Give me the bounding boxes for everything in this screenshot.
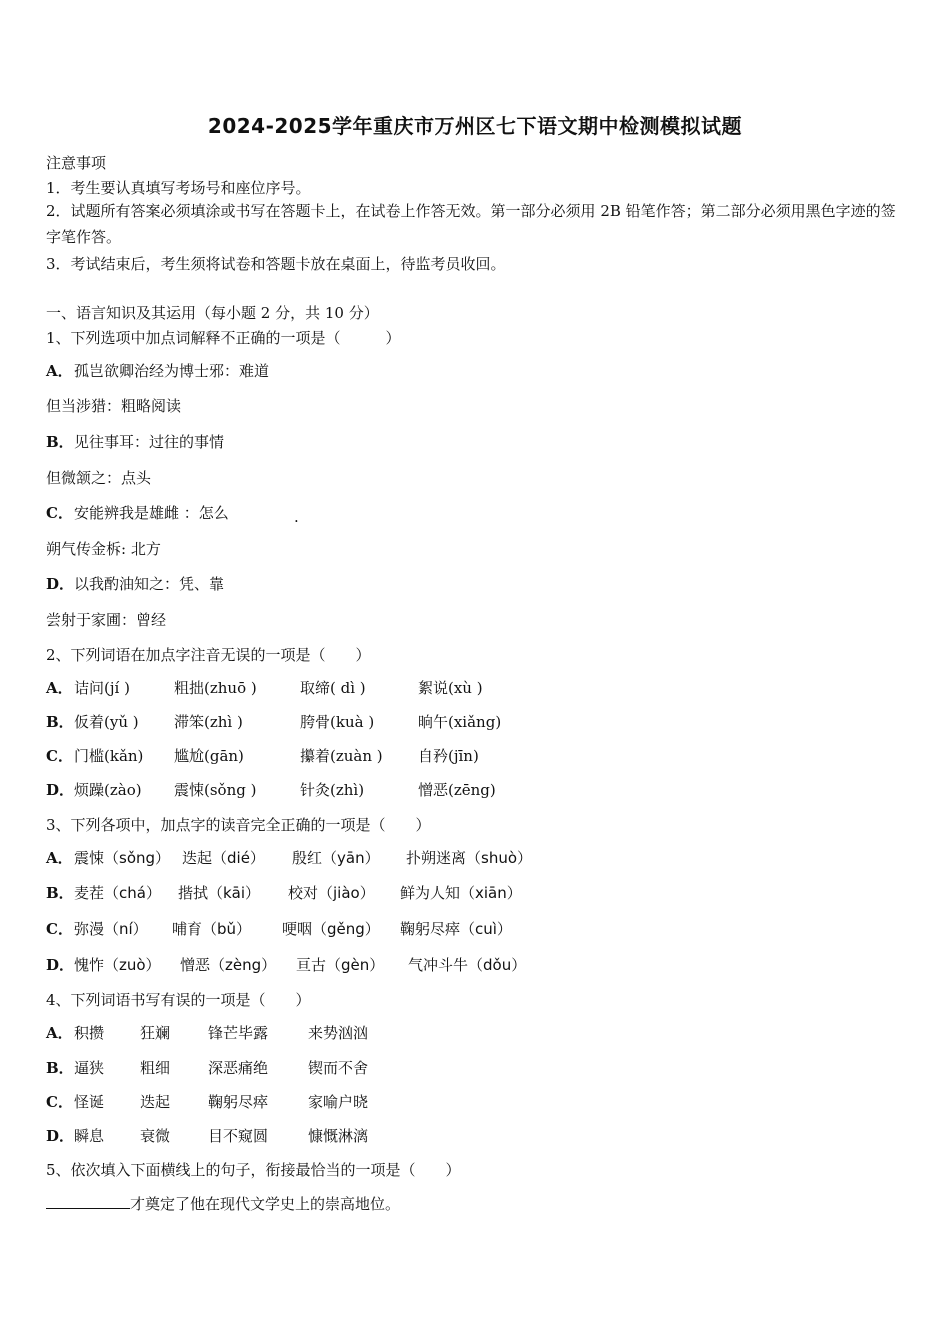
question-1-option-b-second: 但微颔之：点头 [46,469,152,487]
option-word: 扑朔迷离（shuò） [406,849,533,867]
stray-dot: . [294,508,299,526]
option-word: 自矜(jīn) [418,747,479,765]
option-word: 逼狭 [74,1059,105,1077]
option-word: 衰微 [140,1127,171,1145]
notice-heading: 注意事项 [46,154,107,172]
option-word: 积攒 [74,1024,105,1042]
option-label: D． [46,956,75,974]
option-label: D． [46,781,75,799]
option-label: C． [46,747,73,765]
question-3-option-c[interactable] [46,918,512,939]
question-2-stem: 2、下列词语在加点字注音无误的一项是（ ） [46,646,371,664]
option-word: 亘古（gèn） [296,956,385,974]
sentence-text: 才奠定了他在现代文学史上的崇高地位。 [130,1195,401,1213]
option-word: 深恶痛绝 [208,1059,269,1077]
option-word: 鲜为人知（xiān） [400,884,522,902]
question-2-option-b[interactable] [46,711,502,732]
page-title: 2024-2025学年重庆市万州区七下语文期中检测模拟试题 [207,114,743,138]
option-word: 怪诞 [74,1093,105,1111]
question-4-option-c[interactable] [46,1091,369,1112]
option-word: 迭起（dié） [182,849,265,867]
question-1-option-c[interactable] [46,502,229,523]
question-1-option-b[interactable] [46,431,224,452]
question-4-option-a[interactable] [46,1022,369,1043]
option-label: A． [46,1024,73,1042]
option-label: A． [46,849,73,867]
option-text: 孤岂欲卿治经为博士邪：难道 [74,362,270,380]
question-3-option-b[interactable] [46,882,522,903]
option-word: 滞笨(zhì ) [174,713,243,731]
question-3-option-a[interactable] [46,847,533,868]
option-word: 哽咽（gěng） [282,920,380,938]
question-5-stem: 5、依次填入下面横线上的句子，衔接最恰当的一项是（ ） [46,1161,461,1179]
option-word: 鞠躬尽瘁（cuì） [400,920,512,938]
option-label: C． [46,920,73,938]
option-word: 揩拭（kāi） [178,884,261,902]
option-text: 见往事耳：过往的事情 [74,433,225,451]
option-label: B． [46,713,74,731]
option-label: A． [46,362,73,380]
option-word: 锋芒毕露 [208,1024,269,1042]
option-word: 门槛(kǎn) [74,747,144,765]
question-2-option-c[interactable] [46,745,479,766]
option-word: 絮说(xù ) [418,679,483,697]
option-label: C． [46,504,73,522]
question-1-option-d[interactable] [46,573,224,594]
option-word: 麦茬（chá） [74,884,161,902]
option-word: 狂斓 [140,1024,171,1042]
question-4-option-d[interactable] [46,1125,369,1146]
question-3-stem: 3、下列各项中，加点字的读音完全正确的一项是（ ） [46,816,431,834]
question-1-option-c-second: 朔气传金柝: 北方 [46,540,161,558]
question-5-sentence [46,1193,400,1214]
option-word: 尴尬(gān) [174,747,244,765]
notice-item-2: 2．试题所有答案必须填涂或书写在答题卡上，在试卷上作答无效。第一部分必须用 2B 铅笔作答；第二部分必须用黑色字迹的签字笔作答。 [46,202,896,246]
option-word: 目不窥圆 [208,1127,269,1145]
question-1-option-a-second: 但当涉猎：粗略阅读 [46,397,182,415]
option-word: 鞠躬尽瘁 [208,1093,269,1111]
option-word: 气冲斗牛（dǒu） [408,956,527,974]
option-word: 愧怍（zuò） [74,956,161,974]
option-label: A． [46,679,73,697]
option-word: 校对（jiào） [288,884,375,902]
option-label: B． [46,1059,74,1077]
option-word: 慷慨淋漓 [308,1127,369,1145]
fill-blank[interactable] [46,1196,130,1209]
question-1-option-a[interactable] [46,360,269,381]
notice-item-1: 1．考生要认真填写考场号和座位序号。 [46,179,311,197]
option-label: C． [46,1093,73,1111]
option-word: 殷红（yān） [292,849,380,867]
option-text: 以我酌油知之：凭、靠 [74,575,225,593]
option-word: 震悚（sǒng） [74,849,171,867]
option-label: B． [46,884,74,902]
option-text: 安能辨我是雄雌 ：怎么 [74,504,229,522]
option-word: 憎恶(zēng) [418,781,496,799]
option-word: 来势汹汹 [308,1024,369,1042]
question-4-stem: 4、下列词语书写有误的一项是（ ） [46,991,311,1009]
section-heading: 一、语言知识及其运用（每小题 2 分，共 10 分） [46,304,379,322]
option-word: 针灸(zhì) [300,781,365,799]
option-label: D． [46,1127,75,1145]
question-2-option-a[interactable] [46,677,483,698]
option-word: 仮着(yǔ ) [74,713,139,731]
notice-item-3: 3．考试结束后，考生须将试卷和答题卡放在桌面上，待监考员收回。 [46,255,506,273]
question-4-option-b[interactable] [46,1057,369,1078]
option-word: 烦躁(zào) [74,781,142,799]
option-label: D． [46,575,75,593]
option-word: 诘问(jí ) [74,679,130,697]
option-word: 胯骨(kuà ) [300,713,375,731]
option-word: 哺育（bǔ） [172,920,252,938]
option-word: 攥着(zuàn ) [300,747,383,765]
question-3-option-d[interactable] [46,954,527,975]
option-word: 粗细 [140,1059,171,1077]
option-word: 弥漫（ní） [74,920,148,938]
option-label: B． [46,433,74,451]
question-1-stem: 1、下列选项中加点词解释不正确的一项是（ ） [46,329,401,347]
option-word: 取缔( dì ) [300,679,366,697]
option-word: 家喻户晓 [308,1093,369,1111]
option-word: 粗拙(zhuō ) [174,679,257,697]
question-2-option-d[interactable] [46,779,496,800]
option-word: 锲而不舍 [308,1059,369,1077]
option-word: 瞬息 [74,1127,105,1145]
option-word: 晌午(xiǎng) [418,713,502,731]
option-word: 迭起 [140,1093,171,1111]
option-word: 震悚(sǒng ) [174,781,257,799]
option-word: 憎恶（zèng） [180,956,277,974]
question-1-option-d-second: 尝射于家圃：曾经 [46,611,167,629]
